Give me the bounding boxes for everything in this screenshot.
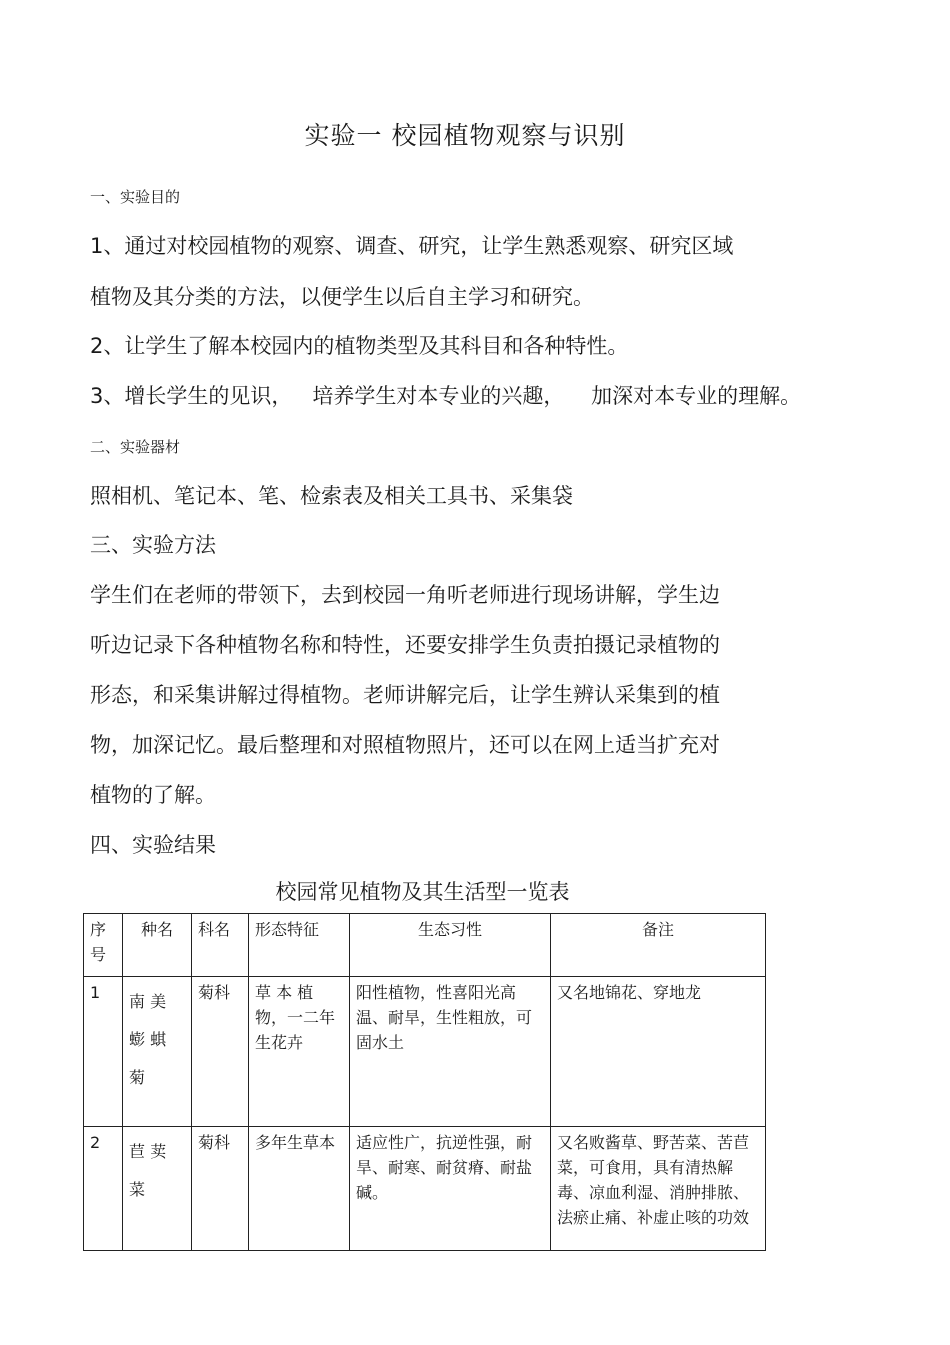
section-heading-equipment: 二、实验器材 — [90, 438, 181, 456]
cell-ecology: 阳性植物，性喜阳光高温、耐旱，生性粗放，可固水土 — [350, 977, 551, 1127]
table-header-row — [84, 914, 766, 977]
purpose-paragraph-3: 3、增长学生的见识， 培养学生对本专业的兴趣， 加深对本专业的理解。 — [90, 384, 802, 408]
cell-no: 2 — [84, 1127, 123, 1251]
method-line: 学生们在老师的带领下，去到校园一角听老师进行现场讲解，学生边 — [90, 583, 720, 607]
header-cell-name: 种名 — [123, 914, 192, 977]
section-heading-results: 四、实验结果 — [90, 833, 216, 857]
cell-morphology: 草 本 植 物，一二年生花卉 — [249, 977, 350, 1127]
purpose-paragraph-2: 2、让学生了解本校园内的植物类型及其科目和各种特性。 — [90, 334, 629, 358]
header-cell-family: 科名 — [192, 914, 249, 977]
table-row — [84, 1127, 766, 1251]
method-line: 物，加深记忆。最后整理和对照植物照片，还可以在网上适当扩充对 — [90, 733, 720, 757]
header-cell-no: 序号 — [84, 914, 123, 977]
purpose-paragraph-1-line-1: 1、通过对校园植物的观察、调查、研究，让学生熟悉观察、研究区域 — [90, 234, 734, 258]
equipment-text: 照相机、笔记本、笔、检索表及相关工具书、采集袋 — [90, 484, 573, 508]
table-row — [84, 977, 766, 1127]
page-title: 实验一 校园植物观察与识别 — [304, 121, 626, 150]
cell-name: 南 美 蟛 蜞 菊 — [123, 977, 192, 1127]
cell-name: 苣 荬 菜 — [123, 1127, 192, 1251]
cell-morphology: 多年生草本 — [249, 1127, 350, 1251]
header-cell-morphology: 形态特征 — [249, 914, 350, 977]
cell-ecology: 适应性广，抗逆性强，耐旱、耐寒、耐贫瘠、耐盐碱。 — [350, 1127, 551, 1251]
method-line: 听边记录下各种植物名称和特性，还要安排学生负责拍摄记录植物的 — [90, 633, 720, 657]
cell-family: 菊科 — [192, 1127, 249, 1251]
section-heading-purpose: 一、实验目的 — [90, 188, 181, 206]
cell-note: 又名败酱草、野苦菜、苦苣菜，可食用，具有清热解毒、凉血利湿、消肿排脓、法瘀止痛、补虚止咳的功效 — [551, 1127, 766, 1251]
table-title: 校园常见植物及其生活型一览表 — [275, 880, 570, 904]
plant-table — [83, 913, 766, 1251]
method-line: 植物的了解。 — [90, 783, 216, 807]
purpose-paragraph-1-line-2: 植物及其分类的方法，以便学生以后自主学习和研究。 — [90, 285, 594, 309]
section-heading-method: 三、实验方法 — [90, 533, 216, 557]
cell-note: 又名地锦花、穿地龙 — [551, 977, 766, 1127]
header-cell-ecology: 生态习性 — [350, 914, 551, 977]
header-cell-note: 备注 — [551, 914, 766, 977]
cell-family: 菊科 — [192, 977, 249, 1127]
cell-no: 1 — [84, 977, 123, 1127]
method-line: 形态，和采集讲解过得植物。老师讲解完后，让学生辨认采集到的植 — [90, 683, 720, 707]
